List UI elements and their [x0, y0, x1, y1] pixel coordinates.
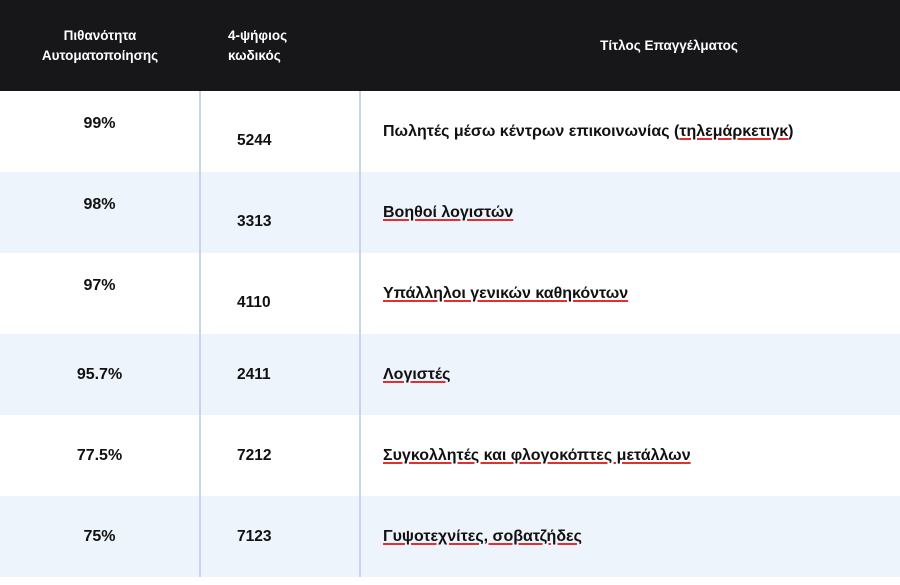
table-header-row: [0, 0, 900, 91]
cell-probability: 75%: [0, 496, 200, 577]
job-title-segment: Υπάλληλοι γενικών καθηκόντων: [383, 284, 629, 302]
cell-job-title: [360, 334, 900, 415]
column-header-probability: [0, 0, 200, 91]
table-row: [0, 172, 900, 253]
cell-job-title: [360, 253, 900, 334]
cell-code: 7212: [200, 415, 360, 496]
table-row: [0, 91, 900, 172]
job-title-segment: Γυψοτεχνίτες, σοβατζήδες: [383, 527, 582, 545]
column-header-title-line1: Τίτλος Επαγγέλματος: [600, 37, 738, 53]
job-title-segment: Βοηθοί λογιστών: [383, 203, 514, 221]
cell-code: 3313: [200, 172, 360, 253]
cell-probability: 77.5%: [0, 415, 200, 496]
job-title-segment: Πωλητές μέσω κέντρων επικοινωνίας (: [383, 122, 680, 140]
table-row: [0, 415, 900, 496]
cell-job-title: [360, 172, 900, 253]
job-title-segment: ): [788, 122, 794, 140]
column-header-code: [200, 0, 360, 91]
table-row: [0, 334, 900, 415]
column-header-code-line2: κωδικός: [228, 47, 281, 63]
job-title-segment: τηλεμάρκετιγκ: [679, 122, 789, 140]
job-title-segment: Λογιστές: [383, 365, 451, 383]
cell-job-title: [360, 91, 900, 172]
cell-code: 2411: [200, 334, 360, 415]
cell-probability: 95.7%: [0, 334, 200, 415]
column-header-probability-line2: Αυτοματοποίησης: [41, 47, 159, 63]
cell-job-title: [360, 496, 900, 577]
cell-job-title: [360, 415, 900, 496]
column-header-probability-line1: Πιθανότητα: [63, 27, 137, 43]
cell-code: 4110: [200, 253, 360, 334]
cell-code: 7123: [200, 496, 360, 577]
table-header: [0, 0, 900, 91]
table-row: [0, 253, 900, 334]
job-title-segment: Συγκολλητές και φλογοκόπτες μετάλλων: [383, 446, 691, 464]
cell-probability: 98%: [0, 172, 200, 253]
table-body: [0, 91, 900, 577]
cell-probability: 97%: [0, 253, 200, 334]
column-header-code-line1: 4-ψήφιος: [228, 27, 288, 43]
cell-code: 5244: [200, 91, 360, 172]
cell-probability: 99%: [0, 91, 200, 172]
column-header-title: [360, 0, 900, 91]
table-row: [0, 496, 900, 577]
